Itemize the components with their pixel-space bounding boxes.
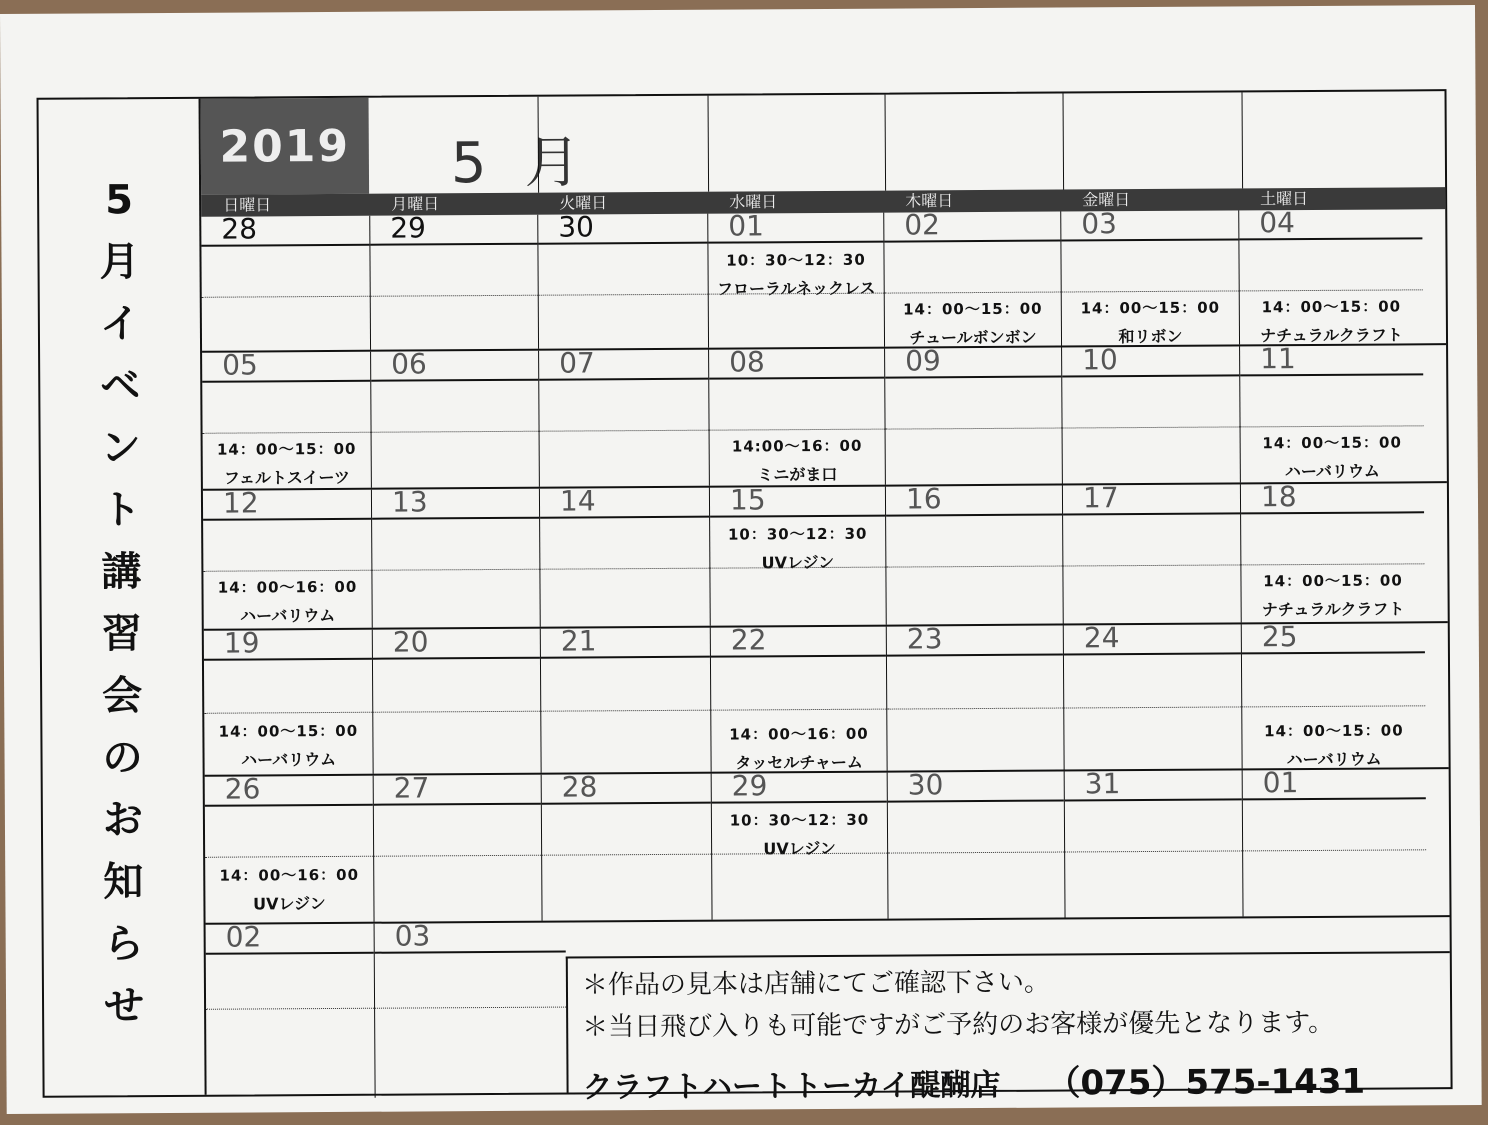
side-title [39,99,207,1096]
day-number: 22 [730,623,767,657]
day-cell [540,624,711,773]
day-cell [373,771,542,922]
side-title-char: 月 [99,239,140,286]
day-number: 09 [905,344,941,378]
day-number: 01 [1262,766,1299,800]
event [1062,296,1239,347]
event [711,723,886,774]
shop-name: クラフトハートトーカイ醍醐店 [582,1067,1001,1106]
month-label: 5 月 [450,130,591,197]
event-name: タッセルチャーム [735,752,863,773]
day-number: 26 [224,772,261,806]
event [885,298,1061,349]
day-cell [537,210,708,349]
day-number: 04 [1259,206,1296,240]
event-name: ハーバリウム [240,749,337,770]
event-time: 14：00～15：00 [903,299,1043,319]
shop-info [582,1053,1450,1107]
event-name: ナチュラルクラフト [1260,325,1403,346]
day-cell [1240,480,1425,622]
header-blank-row [369,91,1446,194]
event-time: 14：00～16：00 [729,724,869,744]
day-cell [1064,767,1243,917]
day-number: 16 [905,482,942,516]
day-cell [369,211,538,350]
day-number: 28 [561,770,598,804]
day-number: 31 [1084,767,1121,801]
day-number: 08 [729,345,765,379]
calendar-week [201,206,1446,353]
side-title-char: 会 [102,673,143,720]
event [1242,719,1425,770]
event-name: UVレジン [761,552,835,573]
shop-phone: （075）575-1431 [1046,1061,1366,1104]
event [1241,431,1424,482]
calendar [201,91,1451,1106]
day-cell [885,482,1063,625]
day-cell [707,209,884,348]
side-title-char: 講 [101,549,142,596]
day-cell [370,347,539,488]
day-cell [711,769,888,920]
event-name: フェルトスイーツ [223,467,350,488]
day-cell [1239,342,1424,482]
day-number: 12 [222,486,259,520]
day-number: 20 [392,625,429,659]
event-name: UVレジン [253,894,326,914]
day-number: 25 [1261,620,1298,654]
day-cell [1061,343,1240,483]
event-time: 14：00～15：00 [1080,298,1221,318]
event-name: ハーバリウム [240,605,336,626]
day-number: 02 [904,208,941,242]
event [710,435,885,486]
day-cell [538,346,709,487]
event [204,720,372,771]
day-cell [1241,620,1426,770]
event-time: 14：00～16：00 [217,577,358,597]
event [205,864,373,915]
day-cell [371,485,540,628]
weekday-label: 月曜日 [391,194,440,214]
day-cell [374,919,567,1098]
day-number: 07 [559,346,595,380]
event-name: ミニがま口 [757,464,838,485]
day-cell [203,486,372,629]
side-title-char: の [102,735,143,782]
day-cell [541,770,712,921]
side-title-char: 5 [105,177,134,224]
event-name: UVレジン [763,838,836,859]
note-walk-in: ＊当日飛び入りも可能ですがご予約のお客様が優先となります。 [582,1007,1335,1043]
event-time: 14：00～15：00 [218,721,359,741]
side-title-char: ン [100,425,141,472]
day-cell [204,626,373,775]
day-cell [887,768,1065,919]
day-number: 29 [731,769,768,803]
day-cell [539,484,710,627]
calendar-week [204,620,1449,777]
note-sample: ＊作品の見本は店舗にてご確認下さい。 [581,967,1051,1001]
day-number: 17 [1082,481,1119,515]
event-name: チュールボンボン [909,327,1037,348]
day-number: 10 [1082,343,1118,377]
day-cell [710,623,887,773]
day-number: 21 [560,624,597,658]
side-title-char: せ [103,983,145,1030]
day-number: 05 [222,348,258,382]
side-title-char: 知 [103,859,144,906]
event-time: 14：00～15：00 [1264,721,1404,741]
day-cell [372,625,541,774]
event-name: ハーバリウム [1284,461,1380,482]
day-cell [1238,206,1423,346]
event-time: 14：00～15：00 [1263,571,1403,591]
day-cell [708,345,885,486]
event-name: 和リボン [1118,326,1183,347]
year-label: 2019 [201,98,370,195]
day-cell [883,208,1061,348]
calendar-week [203,480,1448,631]
event-time: 14：00～15：00 [1262,433,1402,453]
day-cell [1062,481,1241,623]
event [203,438,371,489]
event-name: フローラルネックレス [716,278,876,299]
day-cell [205,772,374,923]
event-name: ハーバリウム [1286,749,1382,770]
day-number: 30 [907,768,944,802]
calendar-week [205,766,1450,925]
day-cell [886,622,1064,771]
day-number: 01 [728,209,765,243]
notes-box [566,951,1451,1106]
day-number: 14 [559,484,596,518]
day-cell [1063,621,1242,769]
day-number: 29 [390,211,427,245]
flyer-paper [0,5,1482,1114]
event-name: ナチュラルクラフト [1261,599,1405,620]
day-number: 02 [225,920,262,954]
day-number: 28 [221,212,258,246]
day-cell [1060,207,1239,347]
side-title-char: 習 [101,611,142,658]
side-title-char: ト [100,487,142,534]
weekday-label: 水曜日 [729,192,778,212]
day-number: 11 [1260,342,1296,376]
day-number: 18 [1260,480,1297,514]
event [1240,295,1423,346]
event [1241,569,1424,620]
day-number: 15 [729,483,766,517]
day-number: 27 [393,771,430,805]
weekday-label: 金曜日 [1082,190,1131,210]
event-time: 14：00～15：00 [216,439,357,459]
day-number: 30 [558,210,595,244]
day-cell [201,212,370,351]
day-cell [202,348,371,489]
day-number: 03 [1081,207,1118,241]
weekday-label: 土曜日 [1260,189,1309,209]
calendar-week [202,342,1447,491]
side-title-char: お [102,797,144,844]
day-cell [206,920,375,1099]
day-number: 13 [391,485,428,519]
weekday-label: 日曜日 [223,195,272,215]
event-time: 14：00～15：00 [1261,297,1402,317]
event-time: 10：30～12：30 [729,810,870,830]
event-time: 14:00～16：00 [731,436,863,456]
side-title-char: ら [103,921,144,968]
event-time: 10：30～12：30 [726,250,866,270]
calendar-frame [37,89,1453,1106]
side-title-char: イ [99,301,141,348]
event-time: 14：00～16：00 [219,865,360,885]
day-cell [709,483,886,626]
event [203,576,371,627]
day-number: 24 [1083,621,1120,655]
event-time: 10：30～12：30 [727,524,868,544]
day-number: 03 [394,919,431,953]
day-cell [884,344,1062,485]
side-title-char: ベ [100,363,141,410]
day-cell [1242,766,1427,916]
weekday-label: 火曜日 [559,193,608,213]
day-number: 23 [906,622,943,656]
day-number: 19 [223,626,260,660]
weekday-label: 木曜日 [905,191,954,211]
day-number: 06 [391,347,427,381]
